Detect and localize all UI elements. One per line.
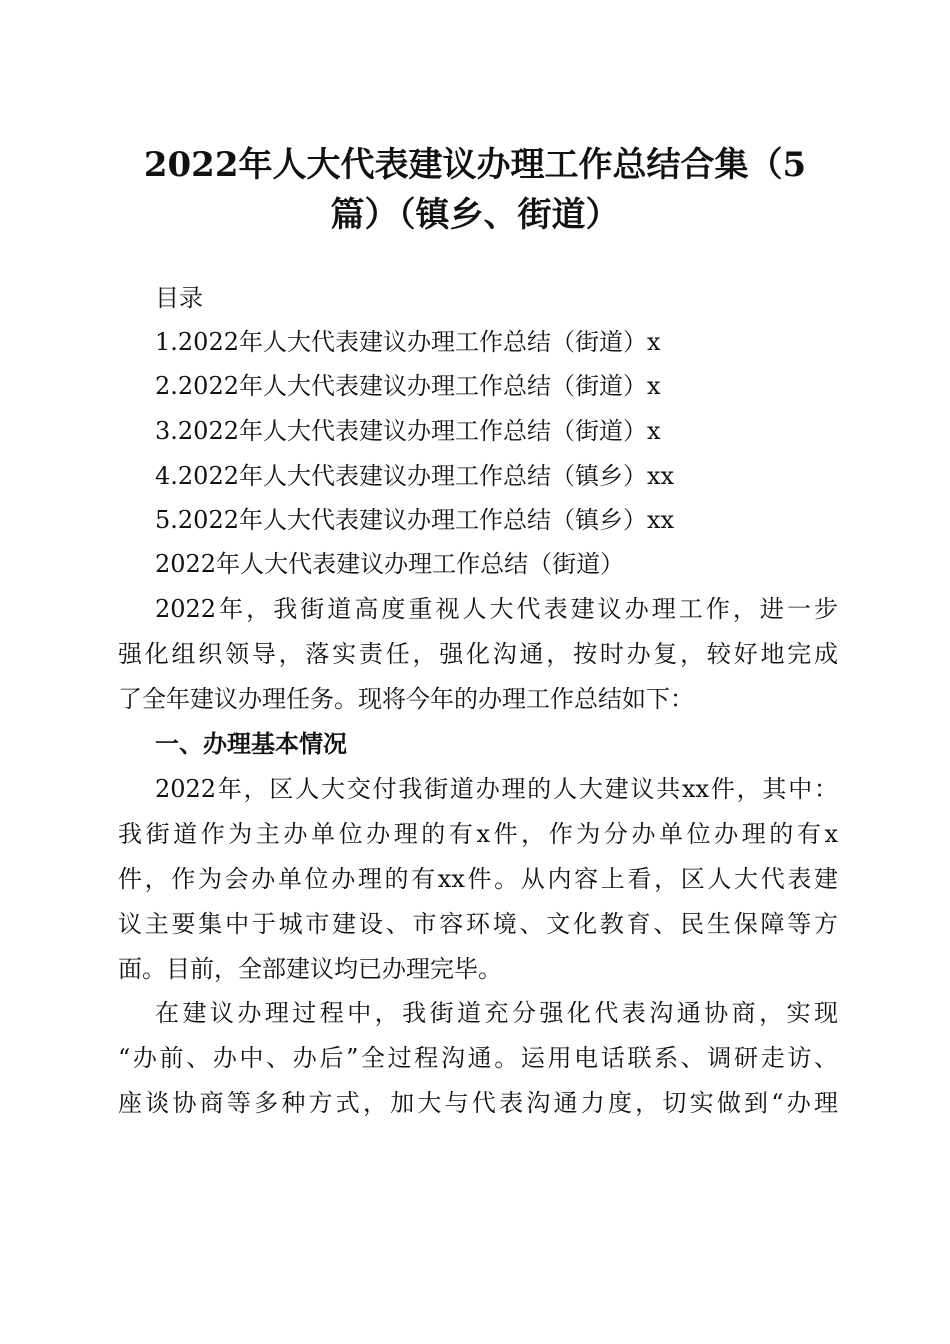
- toc-item-2: 2.2022年人大代表建议办理工作总结（街道）x: [155, 372, 661, 400]
- article-title: 2022年人大代表建议办理工作总结（街道）: [155, 550, 625, 578]
- intro-line-2: 强化组织领导，落实责任，强化沟通，按时办复，较好地完成: [118, 640, 838, 668]
- toc-item-1: 1.2022年人大代表建议办理工作总结（街道）x: [155, 328, 661, 356]
- para1-line-4: 议主要集中于城市建设、市容环境、文化教育、民生保障等方: [118, 910, 838, 938]
- intro-line-3: 了全年建议办理任务。现将今年的办理工作总结如下：: [118, 685, 694, 713]
- para1-line-2: 我街道作为主办单位办理的有x件，作为分办单位办理的有x: [118, 820, 838, 848]
- para1-line-3: 件，作为会办单位办理的有xx件。从内容上看，区人大代表建: [118, 865, 838, 893]
- toc-item-3: 3.2022年人大代表建议办理工作总结（街道）x: [155, 417, 661, 445]
- toc-item-5: 5.2022年人大代表建议办理工作总结（镇乡）xx: [155, 506, 675, 534]
- toc-label: 目录: [155, 284, 203, 312]
- para2-line-3: 座谈协商等多种方式，加大与代表沟通力度，切实做到“办理: [118, 1089, 838, 1117]
- title-line-2: 篇）（镇乡、街道）: [330, 195, 620, 235]
- para2-line-1: 在建议办理过程中，我街道充分强化代表沟通协商，实现: [155, 999, 838, 1027]
- para1-line-1: 2022年，区人大交付我街道办理的人大建议共xx件，其中：: [155, 775, 838, 803]
- title-line-1: 2022年人大代表建议办理工作总结合集（5: [143, 145, 807, 185]
- intro-line-1: 2022年，我街道高度重视人大代表建议办理工作，进一步: [155, 595, 838, 623]
- document-title: [120, 140, 830, 240]
- section-heading: 一、办理基本情况: [155, 729, 347, 758]
- toc-item-4: 4.2022年人大代表建议办理工作总结（镇乡）xx: [155, 462, 675, 490]
- para2-line-2: “办前、办中、办后”全过程沟通。运用电话联系、调研走访、: [118, 1044, 838, 1072]
- para1-line-5: 面。目前，全部建议均已办理完毕。: [118, 955, 502, 983]
